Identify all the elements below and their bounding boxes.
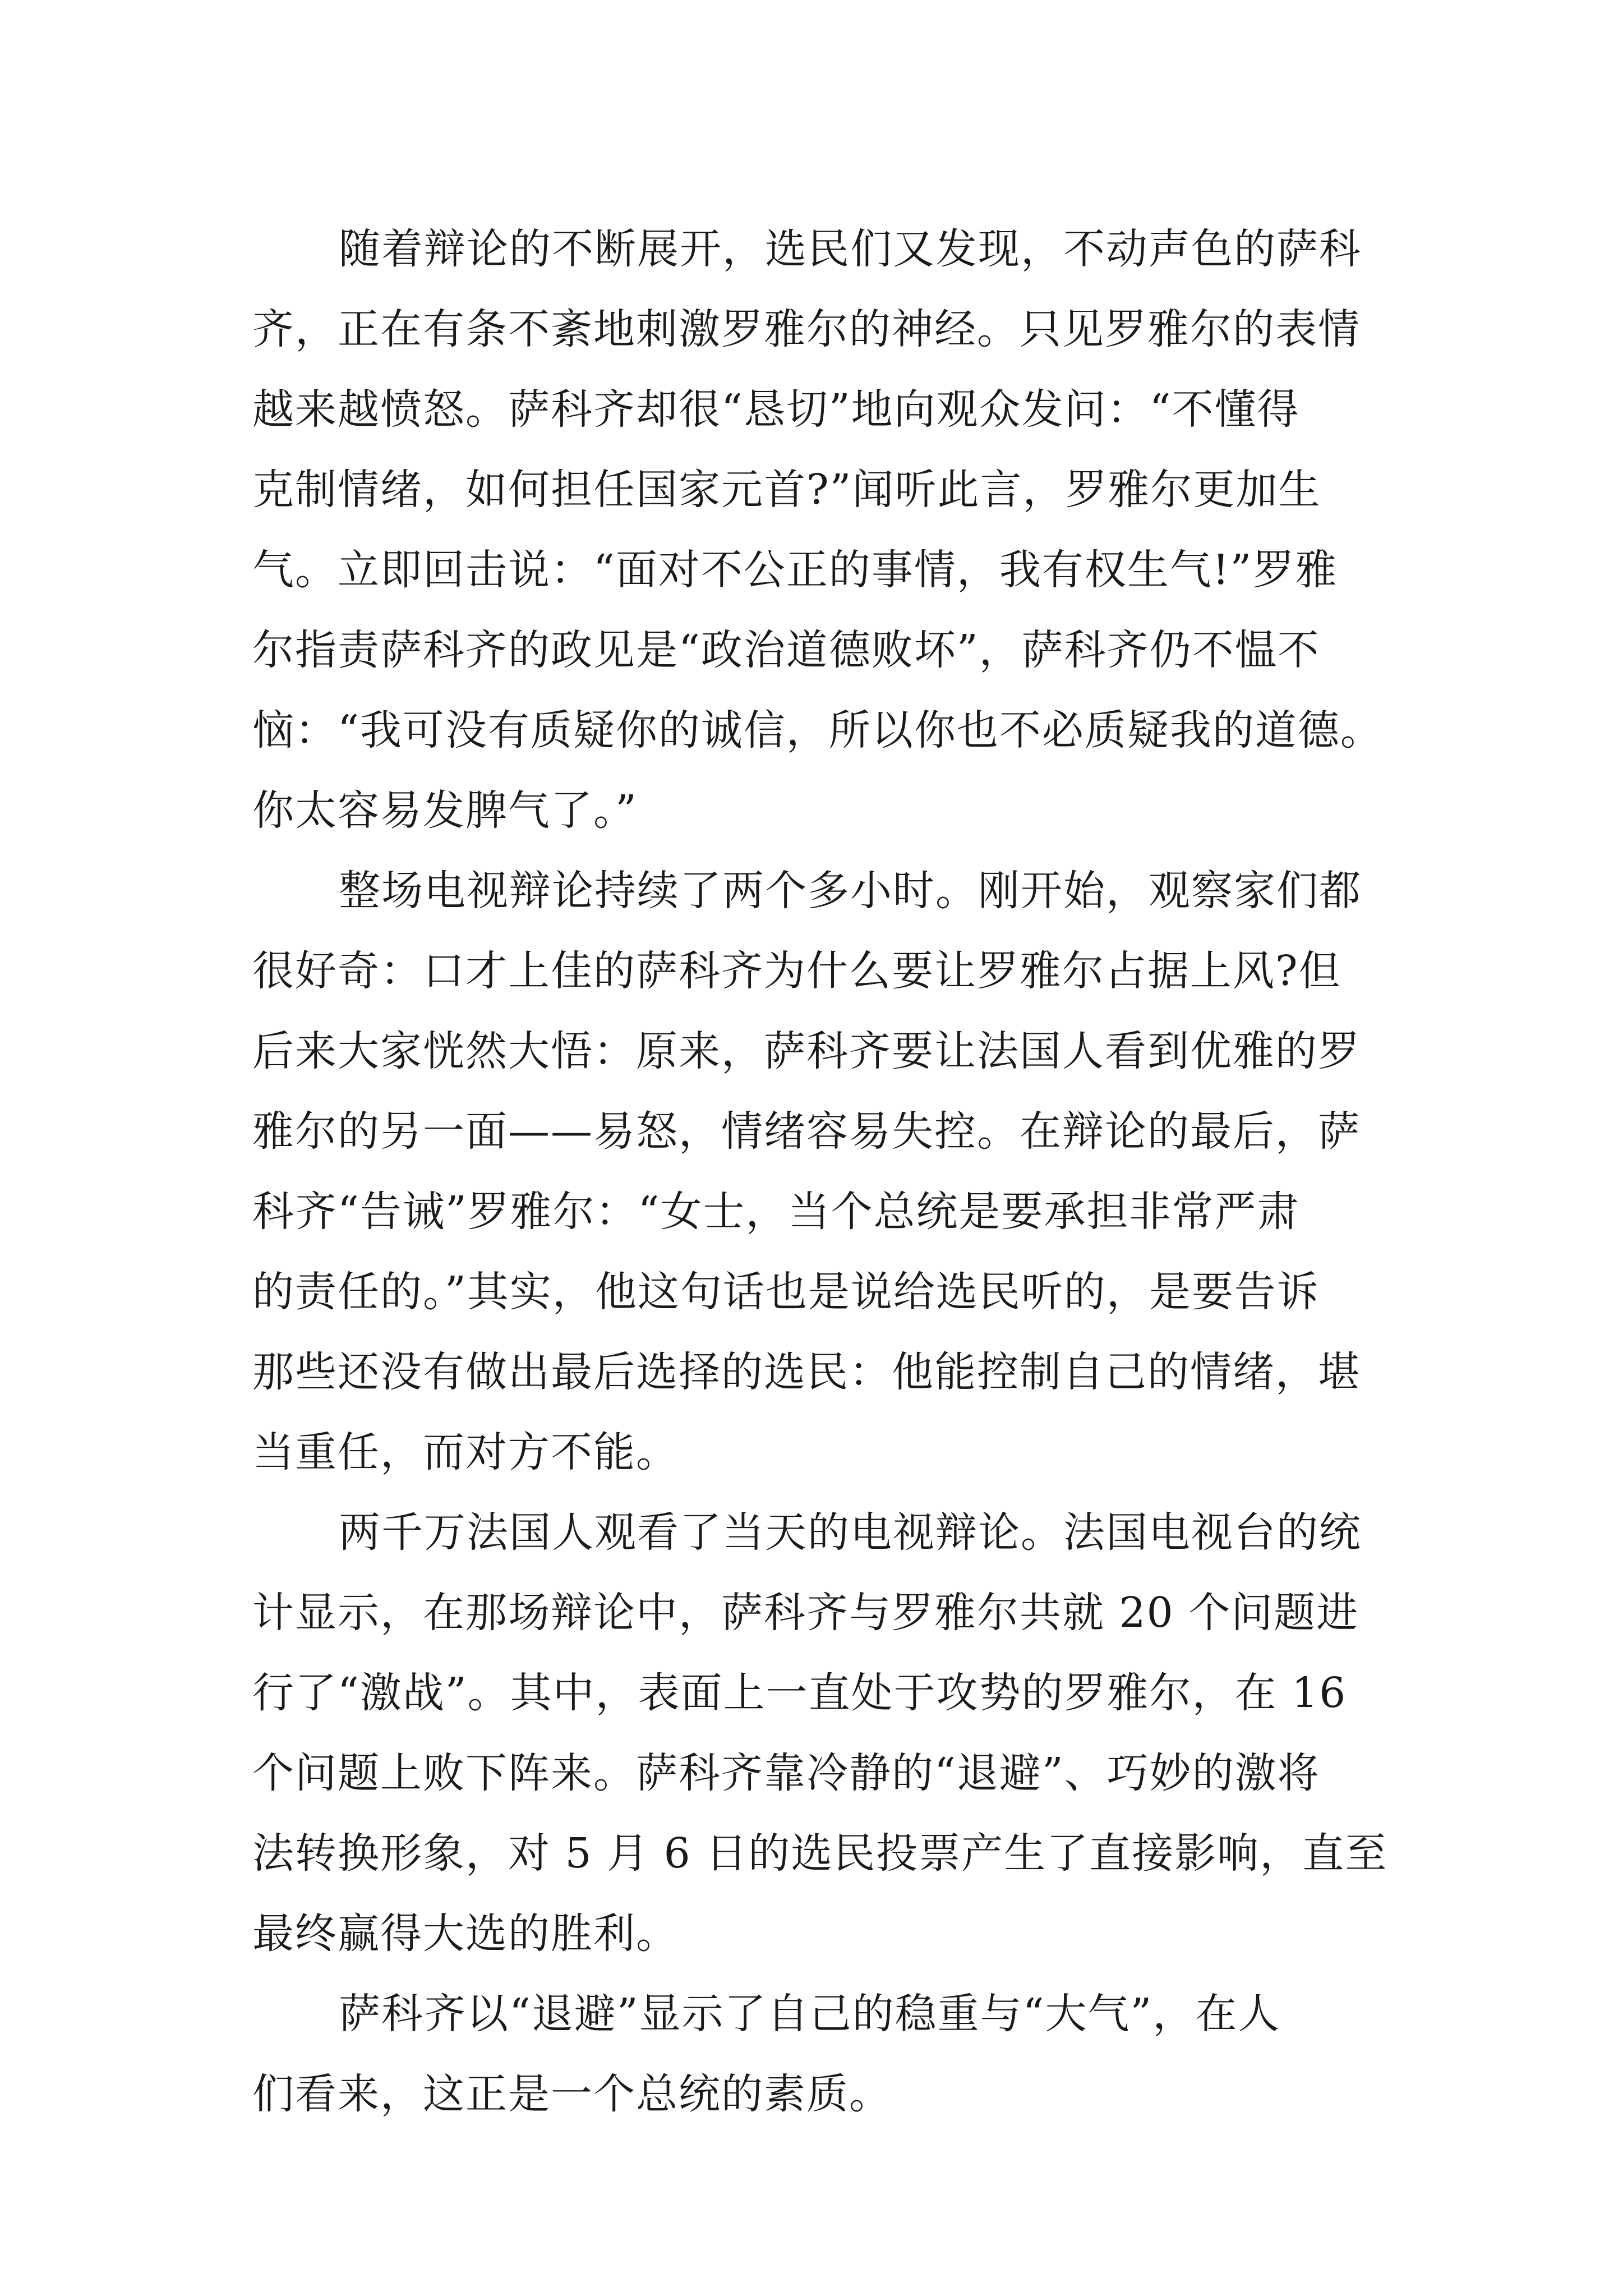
text-line: 个问题上败下阵来。萨科齐靠冷静的“退避”、巧妙的激将	[252, 1749, 1320, 1797]
text-line: 萨科齐以“退避”显示了自己的稳重与“大气”，在人	[339, 1990, 1281, 2038]
text-line: 雅尔的另一面——易怒，情绪容易失控。在辩论的最后，萨	[252, 1107, 1361, 1156]
text-line: 克制情绪，如何担任国家元首?”闻听此言，罗雅尔更加生	[252, 466, 1321, 514]
text-line: 很好奇：口才上佳的萨科齐为什么要让罗雅尔占据上风?但	[252, 947, 1341, 995]
text-line: 计显示，在那场辩论中，萨科齐与罗雅尔共就 20 个问题进	[252, 1589, 1359, 1637]
text-line: 最终赢得大选的胜利。	[252, 1910, 679, 1958]
paragraph-1	[252, 209, 1402, 851]
text-line: 两千万法国人观看了当天的电视辩论。法国电视台的统	[339, 1508, 1362, 1557]
text-line: 恼：“我可没有质疑你的诚信，所以你也不必质疑我的道德。	[252, 706, 1383, 754]
text-line: 的责任的。”其实，他这句话也是说给选民听的，是要告诉	[252, 1268, 1320, 1316]
text-line: 那些还没有做出最后选择的选民：他能控制自己的情绪，堪	[252, 1348, 1361, 1396]
paragraph-4	[252, 1974, 1402, 2134]
text-line: 整场电视辩论持续了两个多小时。刚开始，观察家们都	[339, 867, 1362, 915]
text-line: 后来大家恍然大悟：原来，萨科齐要让法国人看到优雅的罗	[252, 1027, 1361, 1075]
paragraph-2	[252, 851, 1402, 1493]
text-line: 越来越愤怒。萨科齐却很“恳切”地向观众发问：“不懂得	[252, 385, 1300, 434]
text-line: 尔指责萨科齐的政见是“政治道德败坏”，萨科齐仍不愠不	[252, 626, 1320, 674]
text-line: 你太容易发脾气了。”	[252, 786, 638, 835]
document-body	[252, 209, 1402, 2134]
text-line: 当重任，而对方不能。	[252, 1428, 679, 1476]
text-line: 们看来，这正是一个总统的素质。	[252, 2070, 892, 2118]
text-line: 齐，正在有条不紊地刺激罗雅尔的神经。只见罗雅尔的表情	[252, 305, 1361, 353]
text-line: 法转换形象，对 5 月 6 日的选民投票产生了直接影响，直至	[252, 1829, 1388, 1878]
text-line: 随着辩论的不断展开，选民们又发现，不动声色的萨科	[339, 225, 1362, 273]
text-line: 科齐“告诫”罗雅尔：“女士，当个总统是要承担非常严肃	[252, 1188, 1300, 1236]
text-line: 气。立即回击说：“面对不公正的事情，我有权生气!”罗雅	[252, 546, 1338, 594]
text-line: 行了“激战”。其中，表面上一直处于攻势的罗雅尔，在 16	[252, 1669, 1347, 1717]
paragraph-3	[252, 1493, 1402, 1974]
